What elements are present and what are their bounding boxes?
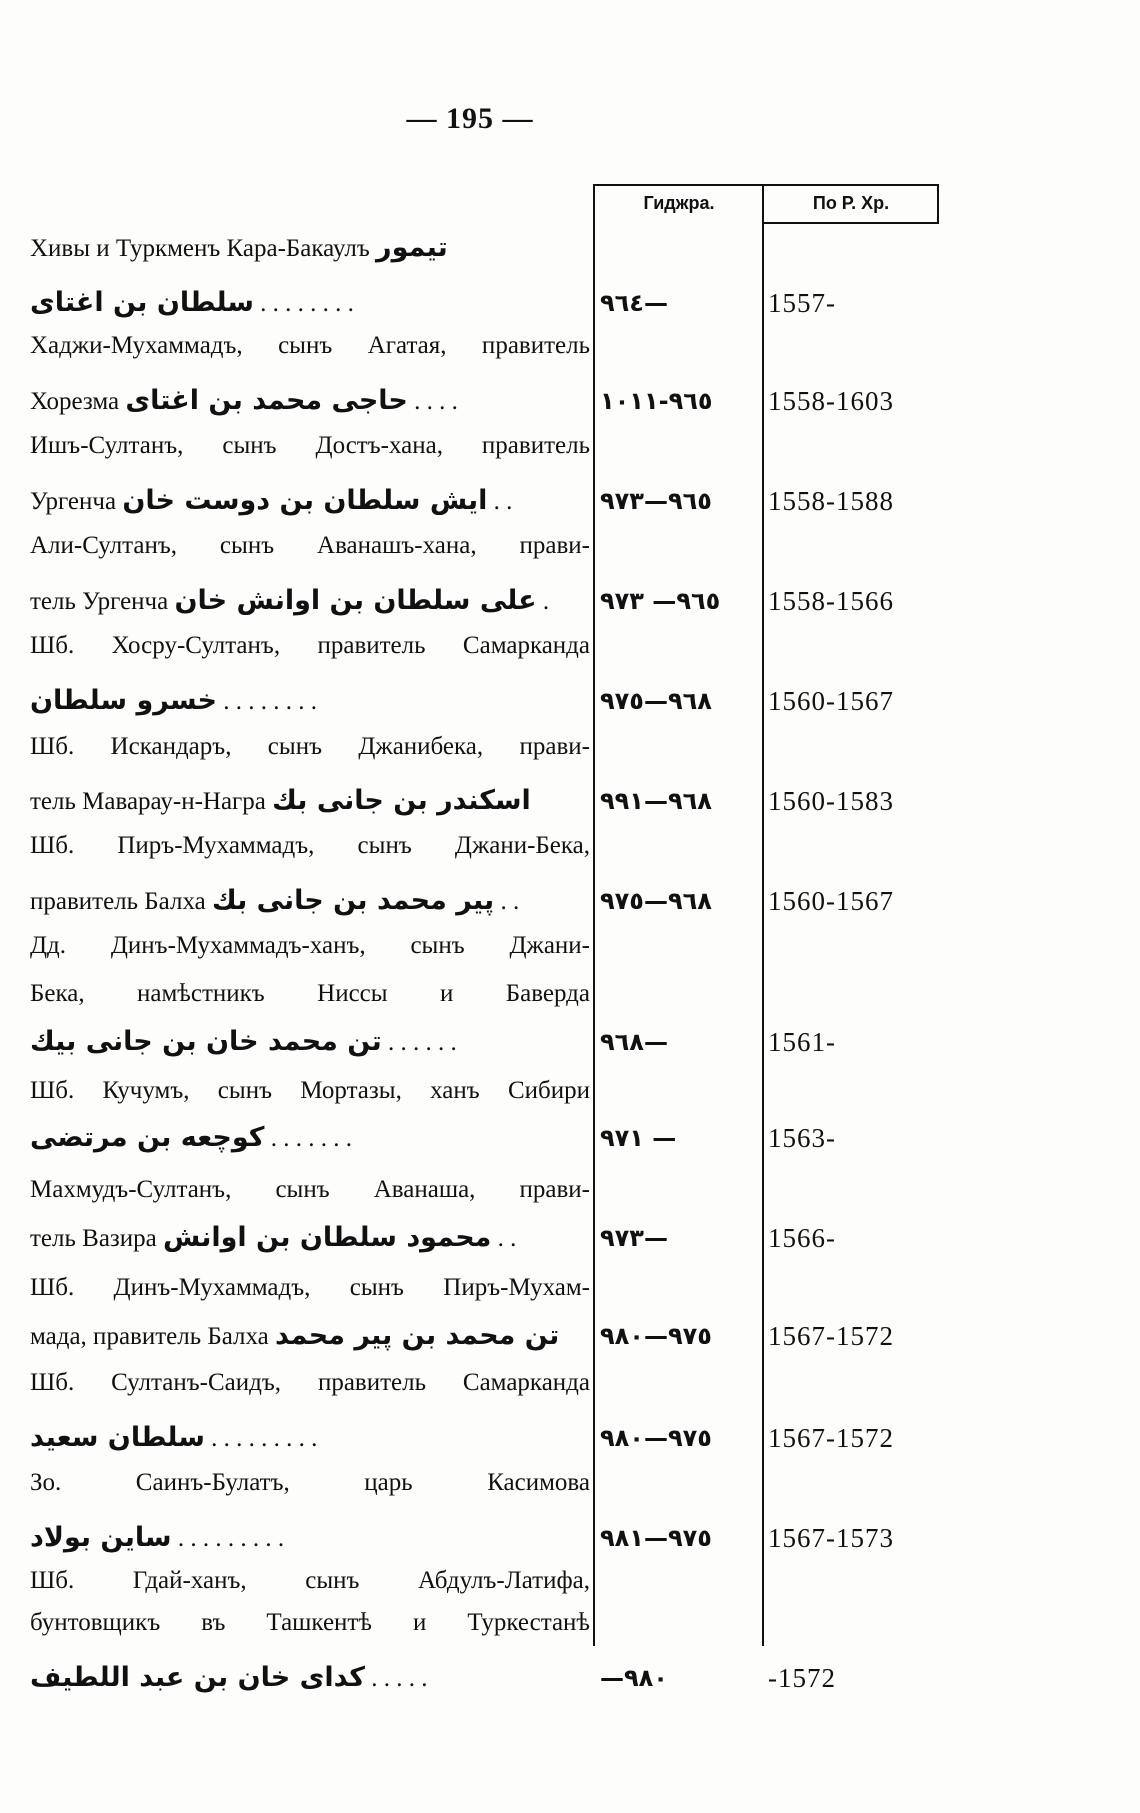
entry-line: [30, 326, 590, 366]
christian-date: 1560-1567: [768, 686, 894, 716]
entry-line: [30, 381, 590, 421]
hijra-date: ٩٦٤—: [600, 289, 668, 317]
entry-text: Дд. Динъ-Мухаммадъ-ханъ, сынъ Джани-: [30, 932, 590, 959]
hijra-date: ٩٧٥—٩٨١: [600, 1524, 712, 1552]
entry-text: бунтовщикъ въ Ташкентѣ и Туркестанѣ: [30, 1609, 590, 1636]
arabic-name: محمود سلطان بن اوانش: [163, 1222, 492, 1253]
entry-line: [30, 626, 590, 666]
christian-date: 1558-1603: [768, 386, 894, 416]
arabic-name: علی سلطان بن اوانش خان: [174, 585, 537, 616]
table-right-rule: [937, 184, 939, 224]
entry-line: [30, 228, 590, 268]
arabic-name: تیمور: [376, 232, 448, 263]
arabic-name: ایش سلطان بن دوست خان: [122, 485, 488, 516]
entry-text: Шб. Пиръ-Мухаммадъ, сынъ Джани-Бека,: [30, 832, 590, 859]
entry-line: [30, 1118, 590, 1158]
entry-text: Махмудъ-Султанъ, сынъ Аванаша, прави-: [30, 1176, 590, 1203]
entry-line: [30, 1363, 590, 1403]
leader-dots: . . . . .: [364, 1665, 428, 1692]
christian-date: 1557-: [768, 288, 836, 318]
entry-line: [30, 1418, 590, 1458]
entry-line: [30, 781, 590, 821]
christian-date: 1561-: [768, 1027, 836, 1057]
entry-text: Хивы и Туркменъ Кара-Бакаулъ: [30, 235, 377, 262]
table-left-rule: [593, 184, 595, 1646]
entry-line: [30, 526, 590, 566]
entry-line: [30, 826, 590, 866]
entry-line: [30, 1170, 590, 1210]
christian-date: 1558-1566: [768, 586, 894, 616]
entry-line: [30, 1022, 590, 1062]
entry-text: правитель Балха: [30, 888, 212, 915]
entry-text: Шб. Султанъ-Саидъ, правитель Самарканда: [30, 1369, 590, 1396]
leader-dots: . .: [487, 488, 513, 515]
entry-line: [30, 881, 590, 921]
entry-line: [30, 481, 590, 521]
entry-line: [30, 1316, 590, 1356]
entry-text: Бека, намѣстникъ Ниссы и Баверда: [30, 980, 590, 1007]
entry-text: мада, правитель Балха: [30, 1323, 276, 1350]
entry-text: Зо. Саинъ-Булатъ, царь Касимова: [30, 1469, 590, 1496]
entry-line: [30, 727, 590, 767]
arabic-name: اسکندر بن جانی بك: [272, 785, 531, 816]
hijra-date: ٩٦٨—٩٧٥: [600, 887, 712, 915]
arabic-name: سلطان بن اغتای: [30, 287, 254, 318]
entry-text: Ишъ-Султанъ, сынъ Достъ-хана, правитель: [30, 432, 590, 459]
entry-line: [30, 426, 590, 466]
entry-line: [30, 1218, 590, 1258]
hijra-date: ٩٦٨—٩٩١: [600, 787, 712, 815]
christian-date: 1566-: [768, 1223, 836, 1253]
leader-dots: . . . .: [407, 388, 458, 415]
leader-dots: .: [536, 588, 550, 615]
christian-date: -1572: [768, 1663, 836, 1693]
hijra-date: ٩٧٥—٩٨٠: [600, 1424, 712, 1452]
hijra-date: ٩٧٣—: [600, 1224, 668, 1252]
arabic-name: کدای خان بن عبد اللطیف: [30, 1662, 365, 1693]
christian-date: 1567-1572: [768, 1321, 894, 1351]
leader-dots: . . . . . .: [381, 1029, 457, 1056]
entry-text: Шб. Динъ-Мухаммадъ, сынъ Пиръ-Мухам-: [30, 1274, 590, 1301]
leader-dots: . . . . . . .: [264, 1125, 353, 1152]
entry-line: [30, 1518, 590, 1558]
hijra-date: ٩٦٨—: [600, 1028, 668, 1056]
arabic-name: خسرو سلطان: [30, 685, 217, 716]
hijra-date: ٩٦٥— ٩٧٣: [600, 587, 721, 615]
arabic-name: سلطان سعید: [30, 1422, 205, 1453]
entry-text: тель Вазира: [30, 1225, 164, 1252]
table-top-rule: [593, 184, 939, 186]
leader-dots: . . . . . . . .: [253, 290, 354, 317]
entry-line: [30, 1658, 590, 1698]
christian-date: 1558-1588: [768, 486, 894, 516]
entry-text: Хаджи-Мухаммадъ, сынъ Агатая, правитель: [30, 332, 590, 359]
christian-date: 1560-1567: [768, 886, 894, 916]
hijra-date: —٩٨٠: [600, 1664, 668, 1692]
leader-dots: . . . . . . . . .: [204, 1425, 318, 1452]
entry-line: [30, 1268, 590, 1308]
arabic-name: تن محمد بن پیر محمد: [275, 1320, 560, 1351]
entry-line: [30, 926, 590, 966]
entry-text: Шб. Кучумъ, сынъ Мортазы, ханъ Сибири: [30, 1077, 590, 1104]
entry-text: Ургенча: [30, 488, 123, 515]
entry-line: [30, 581, 590, 621]
entry-text: Шб. Хосру-Султанъ, правитель Самарканда: [30, 632, 590, 659]
arabic-name: تن محمد خان بن جانی بیك: [30, 1026, 382, 1057]
table-header-rule: [762, 222, 939, 224]
leader-dots: . .: [491, 1225, 517, 1252]
leader-dots: . . . . . . . . .: [171, 1525, 285, 1552]
christian-date: 1563-: [768, 1123, 836, 1153]
hijra-date: ٩٦٨—٩٧٥: [600, 687, 712, 715]
arabic-name: پیر محمد بن جانی بك: [211, 885, 495, 916]
christian-date: 1560-1583: [768, 786, 894, 816]
entry-line: [30, 1561, 590, 1601]
entry-text: Хорезма: [30, 388, 126, 415]
entry-line: [30, 974, 590, 1014]
column-header-christ: По Р. Хр.: [812, 193, 890, 213]
page-number: — 195 —: [406, 102, 534, 135]
entry-line: [30, 1071, 590, 1111]
hijra-date: ٩٦٥-١٠١١: [600, 387, 713, 415]
hijra-date: ٩٧٥—٩٨٠: [600, 1322, 712, 1350]
arabic-name: ساین بولاد: [30, 1522, 172, 1553]
christian-date: 1567-1572: [768, 1423, 894, 1453]
hijra-date: ٩٧١ —: [600, 1124, 677, 1152]
entry-text: тель Ургенча: [30, 588, 175, 615]
entry-line: [30, 283, 590, 323]
entry-line: [30, 1603, 590, 1643]
christian-date: 1567-1573: [768, 1523, 894, 1553]
entry-line: [30, 681, 590, 721]
leader-dots: . . . . . . . .: [216, 688, 317, 715]
entry-text: Али-Султанъ, сынъ Аванашъ-хана, прави-: [30, 532, 590, 559]
entry-text: тель Маварау-н-Награ: [30, 788, 273, 815]
entry-line: [30, 1463, 590, 1503]
hijra-date: ٩٦٥—٩٧٣: [600, 487, 712, 515]
table-middle-rule: [762, 184, 764, 1646]
entry-text: Шб. Гдай-ханъ, сынъ Абдулъ-Латифа,: [30, 1567, 590, 1594]
arabic-name: کوچعه بن مرتضی: [30, 1122, 265, 1153]
arabic-name: حاجی محمد بن اغتای: [125, 385, 408, 416]
column-header-hijra: Гиджра.: [643, 193, 715, 213]
entry-text: Шб. Искандаръ, сынъ Джанибека, прави-: [30, 733, 590, 760]
leader-dots: . .: [494, 888, 520, 915]
